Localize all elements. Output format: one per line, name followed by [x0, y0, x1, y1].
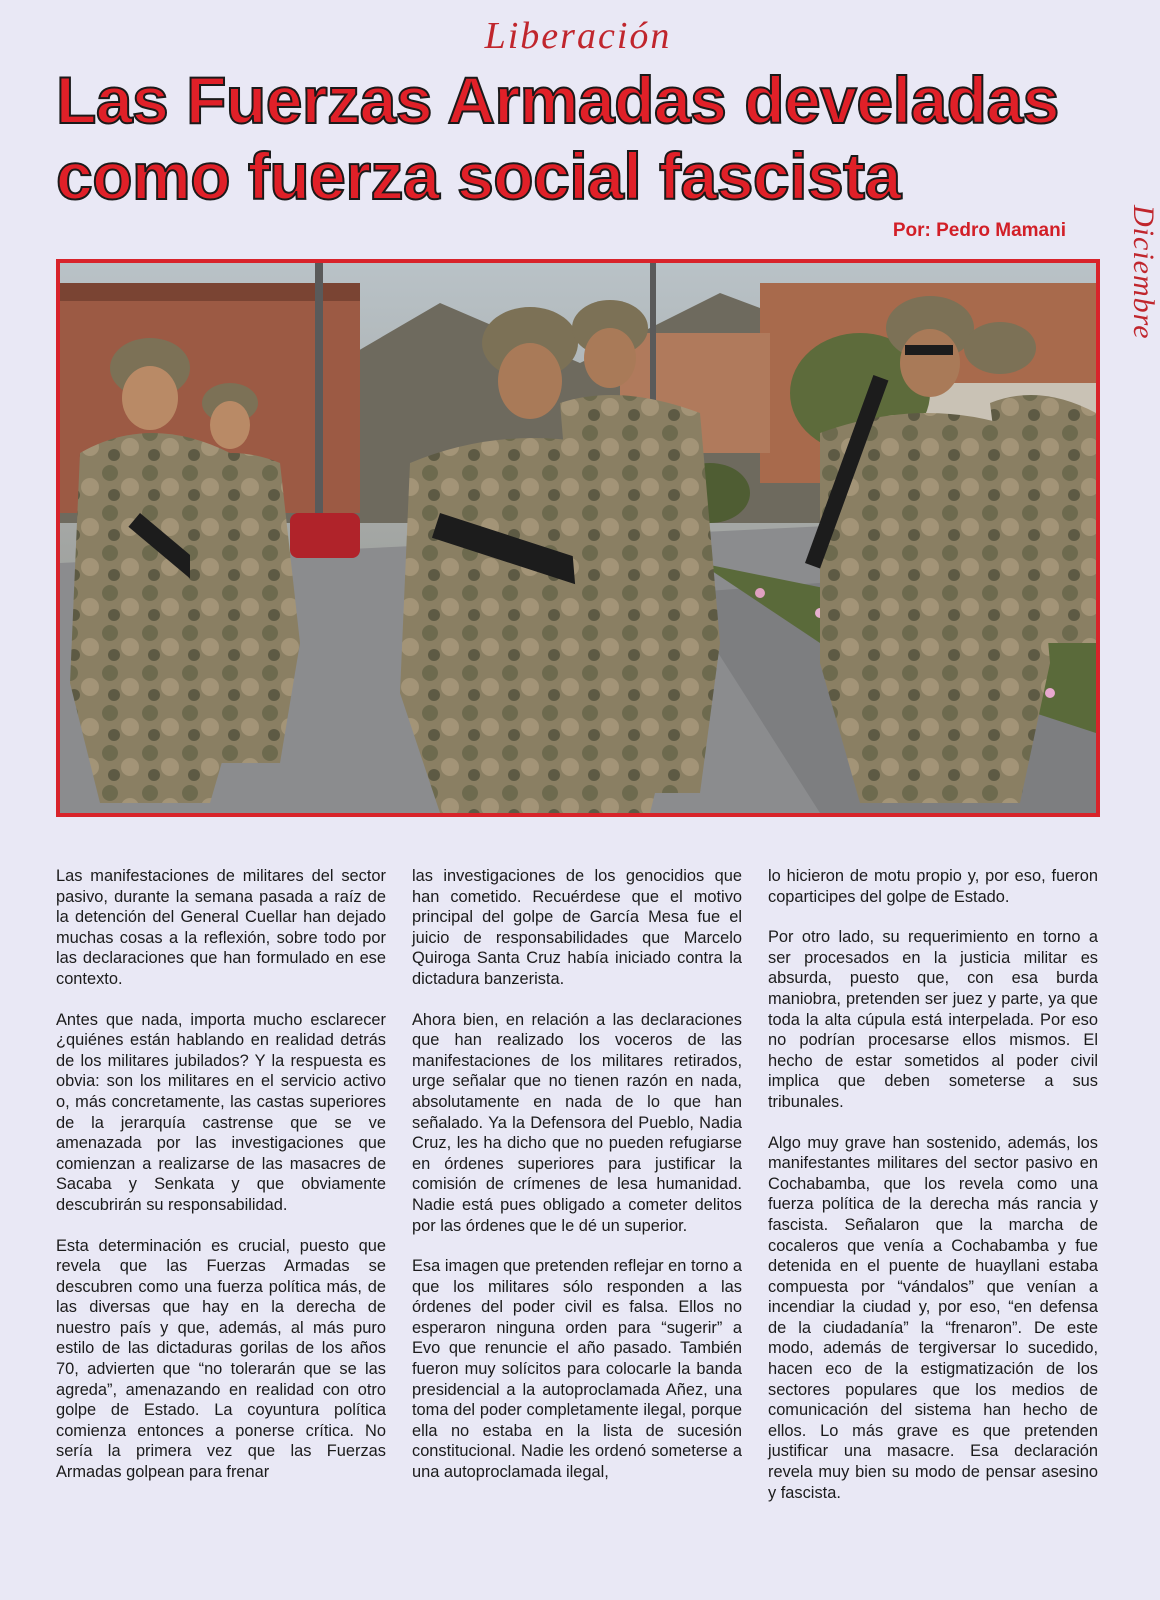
paragraph: Esta determinación es crucial, puesto que revela que las Fuerzas Armadas se descubren como una fuerza política más, de las diversas que hay en la derecha de nuestro país y que, además, al más puro estilo de las dictaduras gorilas de los años 70, advierten que “no tolerarán que se las agreda”, amenazando en realidad con otro golpe de Estado. La coyuntura política comienza entonces a ponerse crítica. No sería la primera vez que las Fuerzas Armadas golpean para frenar: [56, 1236, 386, 1482]
paragraph: Algo muy grave han sostenido, además, los manifestantes militares del sector pasivo en Cochabamba, que los revela como una fuerza política de la derecha más rancia y fascista. Señalaron que la marcha de cocaleros que venía a Cochabamba y fue detenida en el puente de huayllani estaba compuesta por “vándalos” que venían a incendiar la ciudad y, por eso, “en defensa de la ciudadanía” la “frenaron”. De este modo, además de tergiversar lo sucedido, hacen eco de la estigmatización de los sectores populares que los medios de comunicación del sistema han hecho de ellos. Lo más grave es que pretenden justificar una masacre. Esa declaración revela muy bien su modo de pensar asesino y fascista.: [768, 1133, 1098, 1502]
headline: [56, 62, 1116, 214]
issue-month: Diciembre: [1127, 205, 1160, 340]
article-body: [56, 866, 1100, 1546]
paragraph: Antes que nada, importa mucho esclarecer ¿quiénes están hablando en realidad detrás de los militares jubilados? Y la respuesta es obvia: son los militares en el servicio activo o, más concretamente, las castas superiores de la jerarquía castrense que se ve amenazada por las investigaciones que comienzan a realizarse de las masacres de Sacaba y Senkata y que obviamente descubrirán su responsabilidad.: [56, 1010, 386, 1214]
headline-line-1: Las Fuerzas Armadas develadas: [56, 63, 1059, 137]
paragraph: Ahora bien, en relación a las declaraciones que han realizado los voceros de las manifestaciones de los militares retirados, urge señalar que no tienen razón en nada, absolutamente en nada de lo que han señalado. Ya la Defensora del Pueblo, Nadia Cruz, les ha dicho que no pueden refugiarse en órdenes superiores para justificar la comisión de crímenes de lesa humanidad. Nadie está pues obligado a cometer delitos por las órdenes que le dé un superior.: [412, 1010, 742, 1235]
paragraph: Esa imagen que pretenden reflejar en torno a que los militares sólo responden a las órdenes del poder civil es falsa. Ellos no esperaron ninguna orden para “sugerir” a Evo que renuncie el año pasado. También fueron muy solícitos para colocarle la banda presidencial a la autoproclamada Añez, una toma del poder completamente ilegal, porque ella no estaba en la lista de sucesión constitucional. Nadie les ordenó someterse a una autoproclamada ilegal,: [412, 1257, 742, 1482]
paragraph: lo hicieron de motu propio y, por eso, fueron coparticipes del golpe de Estado.: [768, 867, 1098, 906]
article-column-1: [56, 866, 386, 1546]
headline-line-2: como fuerza social fascista: [56, 139, 901, 213]
article-photo: [56, 259, 1100, 817]
paragraph: las investigaciones de los genocidios que han cometido. Recuérdese que el motivo principal del golpe de García Mesa fue el juicio de responsabilidades que Marcelo Quiroga Santa Cruz había iniciado contra la dictadura banzerista.: [412, 867, 742, 988]
section-label: Liberación: [484, 15, 672, 57]
byline: Por: Pedro Mamani: [892, 220, 1066, 241]
paragraph: Las manifestaciones de militares del sector pasivo, durante la semana pasada a raíz de la detención del General Cuellar han dejado muchas cosas a la reflexión, sobre todo por las declaraciones que han formulado en ese contexto.: [56, 867, 386, 988]
article-column-3: [768, 866, 1098, 1546]
soldiers-photo-illustration: [60, 263, 1096, 813]
paragraph: Por otro lado, su requerimiento en torno a ser procesados en la justicia militar es absurda, puesto que, con esa burda maniobra, pretenden ser juez y parte, ya que toda la alta cúpula está interpelada. Por eso no podrían procesarse ellos mismos. El hecho de estar sometidos al poder civil implica que deben someterse a sus tribunales.: [768, 928, 1098, 1111]
article-column-2: [412, 866, 742, 1546]
